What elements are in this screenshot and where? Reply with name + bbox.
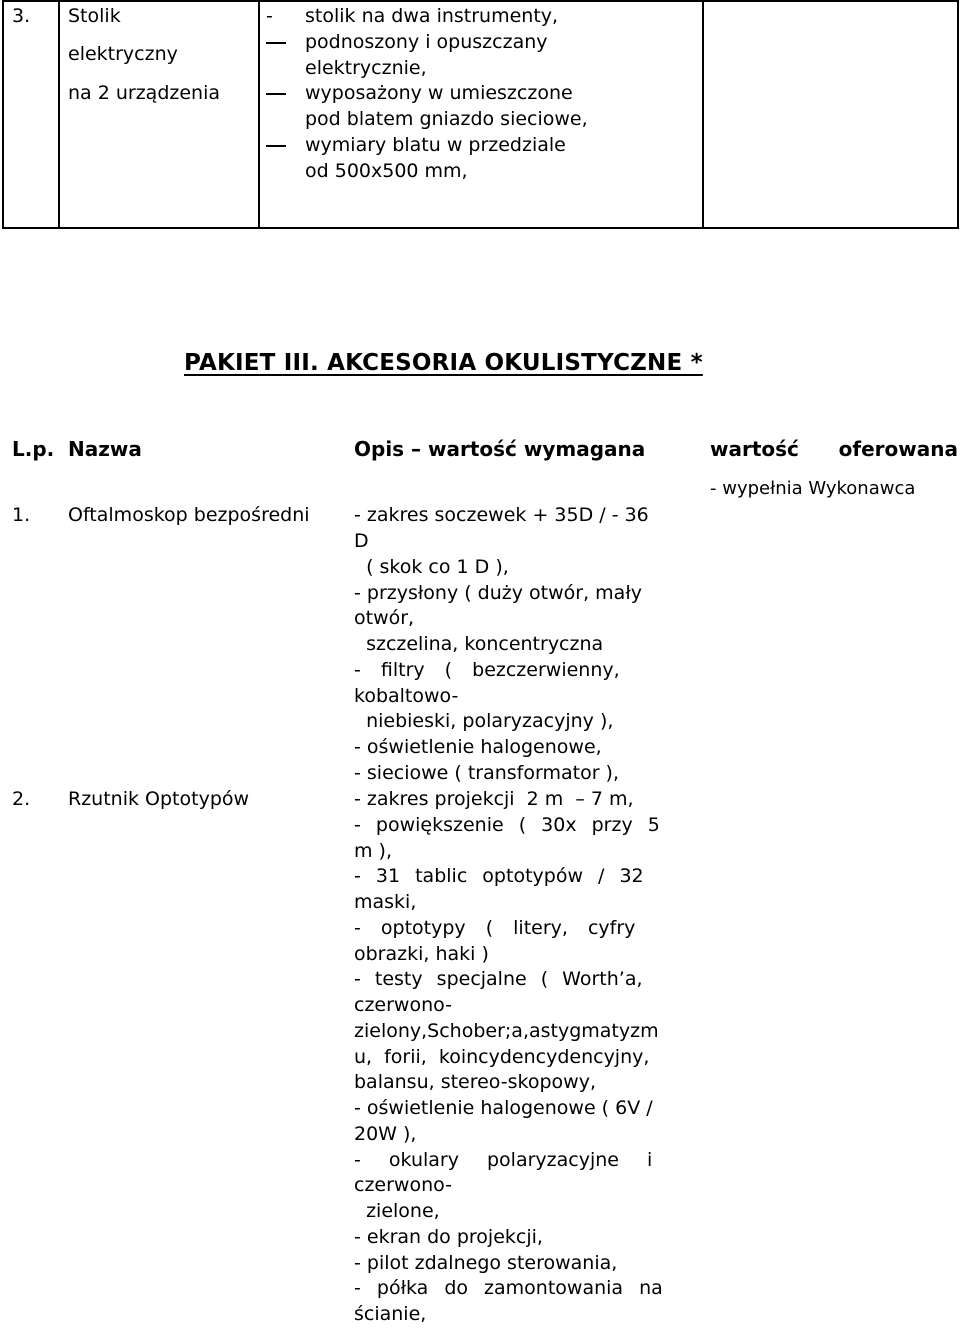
- spec-line: balansu, stereo-skopowy,: [354, 1071, 596, 1093]
- list-dash: -: [266, 5, 273, 27]
- spec-line: u, forii, koincydencydencyjny,: [354, 1046, 650, 1068]
- spec-line: - 31 tablic optotypów / 32: [354, 865, 644, 887]
- spec-line: zielony,Schober;a,astygmatyzm: [354, 1020, 659, 1042]
- item-name-line: na 2 urządzenia: [68, 82, 221, 104]
- spec-line: podnoszony i opuszczany: [305, 31, 548, 53]
- spec-line: - sieciowe ( transformator ),: [354, 762, 619, 784]
- spec-line: czerwono-: [354, 1174, 452, 1196]
- table-border-left: [2, 0, 4, 229]
- spec-line: niebieski, polaryzacyjny ),: [354, 710, 614, 732]
- spec-line: ścianie,: [354, 1303, 427, 1325]
- table-border-right: [957, 0, 959, 229]
- spec-line: czerwono-: [354, 994, 452, 1016]
- item-name: Oftalmoskop bezpośredni: [68, 504, 310, 526]
- table-border-col2: [258, 0, 260, 229]
- spec-line: ( skok co 1 D ),: [354, 556, 509, 578]
- header-lp: L.p.: [12, 437, 55, 461]
- spec-line: stolik na dwa instrumenty,: [305, 5, 559, 27]
- spec-line: - półka do zamontowania na: [354, 1277, 663, 1299]
- row-number: 1.: [12, 504, 31, 526]
- spec-line: obrazki, haki ): [354, 943, 489, 965]
- spec-line: 20W ),: [354, 1123, 417, 1145]
- item-name-line: elektryczny: [68, 43, 178, 65]
- item-name-line: Stolik: [68, 5, 121, 27]
- header-offered-word1: wartość: [710, 437, 799, 461]
- spec-line: zielone,: [354, 1200, 440, 1222]
- spec-line: otwór,: [354, 607, 415, 629]
- spec-line: D: [354, 530, 369, 552]
- spec-line: m ),: [354, 840, 392, 862]
- package-title: PAKIET III. AKCESORIA OKULISTYCZNE *: [184, 350, 703, 376]
- row-number: 2.: [12, 788, 31, 810]
- spec-line: pod blatem gniazdo sieciowe,: [305, 108, 588, 130]
- spec-line: wyposażony w umieszczone: [305, 82, 573, 104]
- header-offered-value: [710, 436, 958, 462]
- header-offered-word2: oferowana: [838, 437, 958, 461]
- spec-line: maski,: [354, 891, 417, 913]
- list-dash: [266, 145, 286, 147]
- item-name: Rzutnik Optotypów: [68, 788, 250, 810]
- spec-line: - zakres projekcji 2 m – 7 m,: [354, 788, 634, 810]
- spec-line: - testy specjalne ( Worth’a,: [354, 968, 643, 990]
- spec-line: - oświetlenie halogenowe ( 6V /: [354, 1097, 653, 1119]
- spec-line: - ekran do projekcji,: [354, 1226, 543, 1248]
- list-dash: [266, 42, 286, 44]
- spec-line: elektrycznie,: [305, 57, 427, 79]
- spec-line: kobaltowo-: [354, 685, 459, 707]
- spec-line: - filtry ( bezczerwienny,: [354, 659, 620, 681]
- table-bottom-border: [2, 227, 958, 229]
- row-number: 3.: [12, 5, 31, 27]
- spec-line: wymiary blatu w przedziale: [305, 134, 566, 156]
- list-dash: [266, 93, 286, 95]
- table-border-col1: [58, 0, 60, 229]
- header-description: Opis – wartość wymagana: [354, 437, 646, 461]
- spec-line: - powiększenie ( 30x przy 5: [354, 814, 660, 836]
- spec-line: - oświetlenie halogenowe,: [354, 736, 602, 758]
- spec-line: od 500x500 mm,: [305, 160, 468, 182]
- header-offered-note: - wypełnia Wykonawca: [710, 478, 916, 499]
- table-border-col3: [702, 0, 704, 229]
- spec-line: - pilot zdalnego sterowania,: [354, 1252, 618, 1274]
- spec-line: - zakres soczewek + 35D / - 36: [354, 504, 649, 526]
- spec-line: - optotypy ( litery, cyfry: [354, 917, 636, 939]
- spec-line: szczelina, koncentryczna: [354, 633, 604, 655]
- header-name: Nazwa: [68, 437, 142, 461]
- spec-line: - przysłony ( duży otwór, mały: [354, 582, 642, 604]
- spec-line: - okulary polaryzacyjne i: [354, 1149, 653, 1171]
- table-top-border: [2, 0, 958, 2]
